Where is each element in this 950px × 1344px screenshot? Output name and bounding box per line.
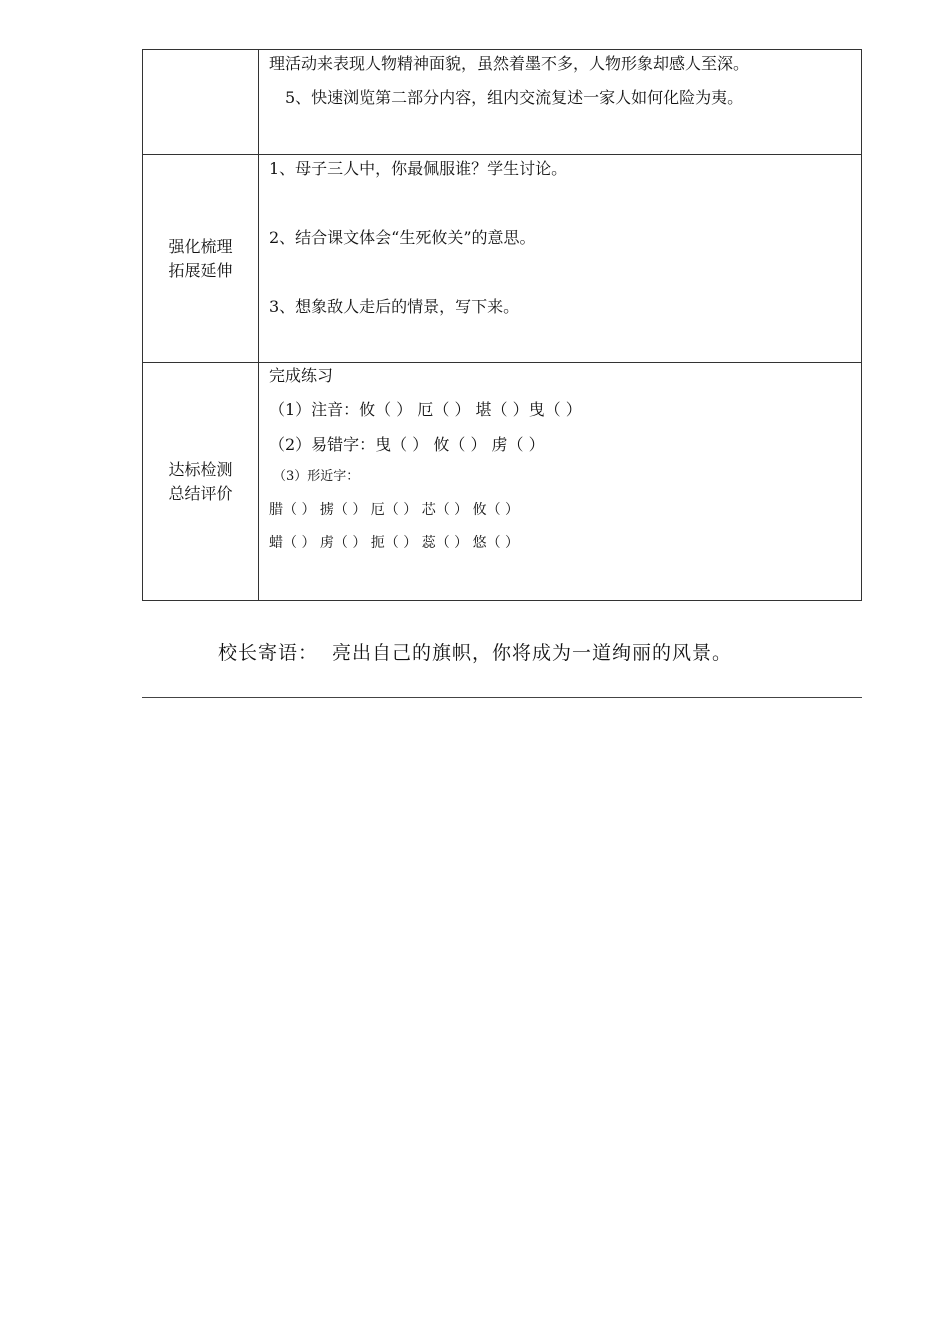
lesson-plan-table [142, 49, 862, 601]
table-row [143, 155, 862, 363]
row-label-line: 达标检测 [168, 459, 233, 479]
exercise-question: （2）易错字：曳（ ） 攸（ ） 虏（ ） [269, 435, 545, 454]
exercise-question: （1）注音：攸（ ） 厄（ ） 堪（ ）曳（ ） [269, 400, 582, 419]
row-content-cell [259, 50, 862, 155]
principal-motto [218, 638, 732, 665]
row-label-line: 总结评价 [168, 483, 233, 503]
exercise-title: 完成练习 [269, 366, 334, 385]
content-line: 1、母子三人中，你最佩服谁？学生讨论。 [269, 159, 568, 178]
divider-line [142, 697, 862, 698]
content-line: 3、想象敌人走后的情景，写下来。 [269, 297, 520, 316]
row-label-line: 强化梳理 [168, 236, 233, 256]
similar-characters-line: 腊（ ） 掳（ ） 厄（ ） 芯（ ） 攸（ ） [269, 502, 520, 518]
row-content-cell [259, 155, 862, 363]
content-line: 5、快速浏览第二部分内容，组内交流复述一家人如何化险为夷。 [285, 88, 744, 107]
content-line: 2、结合课文体会“生死攸关”的意思。 [269, 228, 536, 247]
row-label-line: 拓展延伸 [168, 260, 233, 280]
content-line: 理活动来表现人物精神面貌，虽然着墨不多，人物形象却感人至深。 [269, 54, 750, 73]
exercise-question: （3）形近字： [273, 469, 360, 484]
row-label-cell [143, 50, 259, 155]
similar-characters-line: 蜡（ ） 虏（ ） 扼（ ） 蕊（ ） 悠（ ） [269, 535, 520, 551]
table-row [143, 50, 862, 155]
row-label-cell [143, 155, 259, 363]
motto-text: 亮出自己的旗帜，你将成为一道绚丽的风景。 [332, 642, 733, 664]
table-row [143, 363, 862, 601]
row-content-cell [259, 363, 862, 601]
row-label-cell [143, 363, 259, 601]
motto-label: 校长寄语： [218, 642, 319, 664]
